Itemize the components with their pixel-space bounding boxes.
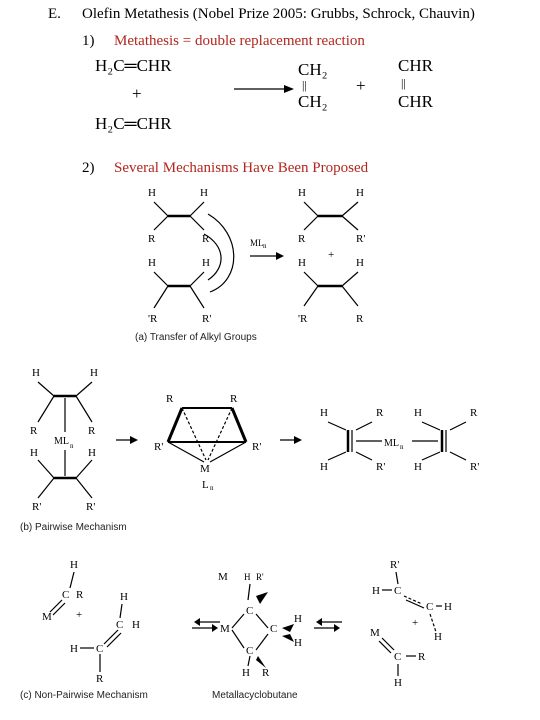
svg-text:+: + (412, 617, 419, 629)
svg-text:C: C (62, 589, 70, 601)
svg-text:+: + (328, 249, 335, 261)
svg-text:R: R (76, 589, 84, 601)
item1-number: 1) (82, 33, 95, 49)
svg-text:H: H (88, 447, 96, 459)
svg-text:H: H (434, 631, 442, 643)
svg-text:R: R (148, 233, 156, 245)
svg-text:H: H (320, 407, 328, 419)
svg-text:M: M (200, 463, 210, 475)
mechanism-a-diagram (130, 184, 380, 324)
svg-text:M: M (370, 627, 380, 639)
item2-text: Several Mechanisms Have Been Proposed (114, 160, 369, 176)
metallacyclobutane-caption: Metallacyclobutane (212, 690, 298, 701)
svg-text:R': R' (256, 572, 264, 582)
svg-text:C: C (394, 651, 402, 663)
section-letter: E. (48, 6, 61, 22)
svg-text:H: H (298, 257, 306, 269)
svg-text:R: R (262, 667, 270, 679)
svg-text:M: M (218, 571, 228, 583)
svg-text:H: H (242, 667, 250, 679)
svg-text:n: n (400, 443, 404, 451)
product-right-double-bond: || (401, 76, 406, 90)
reaction-arrow (232, 82, 296, 96)
mechanism-c-diagram (20, 556, 520, 696)
svg-text:R: R (96, 673, 104, 685)
mechanism-b-diagram (20, 364, 520, 520)
svg-text:C: C (270, 623, 278, 635)
mechanism-c-caption: (c) Non-Pairwise Mechanism (20, 690, 148, 701)
product-right-bottom: CHR (398, 92, 433, 111)
svg-text:H: H (148, 257, 156, 269)
svg-text:R': R' (252, 441, 262, 453)
product-left-bottom: CH₂ (298, 92, 328, 111)
svg-text:C: C (246, 605, 254, 617)
svg-text:R': R' (376, 461, 386, 473)
svg-text:H: H (200, 187, 208, 199)
svg-text:H: H (70, 643, 78, 655)
svg-text:H: H (294, 613, 302, 625)
svg-text:R': R' (32, 501, 42, 513)
svg-text:n: n (210, 484, 214, 492)
svg-text:R': R' (154, 441, 164, 453)
svg-text:R: R (230, 393, 238, 405)
svg-text:H: H (70, 559, 78, 571)
svg-text:C: C (426, 601, 434, 613)
svg-text:H: H (394, 677, 402, 689)
svg-text:H: H (298, 187, 306, 199)
svg-text:H: H (90, 367, 98, 379)
svg-text:ML: ML (250, 238, 264, 248)
svg-text:R: R (470, 407, 478, 419)
svg-text:H: H (148, 187, 156, 199)
svg-text:R: R (30, 425, 38, 437)
svg-text:R': R' (390, 559, 400, 571)
svg-text:H: H (202, 257, 210, 269)
svg-text:H: H (132, 619, 140, 631)
svg-text:M: M (42, 611, 52, 623)
plus-reactants: + (132, 84, 142, 103)
svg-text:R: R (88, 425, 96, 437)
svg-text:R: R (166, 393, 174, 405)
svg-text:ML: ML (384, 438, 399, 449)
mechanism-b-caption: (b) Pairwise Mechanism (20, 522, 127, 533)
svg-text:R: R (202, 233, 210, 245)
svg-text:H: H (320, 461, 328, 473)
svg-text:R': R' (356, 233, 366, 245)
product-left-top: CH₂ (298, 60, 328, 79)
svg-text:H: H (356, 257, 364, 269)
svg-text:H: H (32, 367, 40, 379)
svg-text:H: H (244, 572, 251, 582)
svg-text:ML: ML (54, 436, 69, 447)
item1-text: Metathesis = double replacement reaction (114, 33, 365, 49)
reactant-bottom: H₂C═CHR (95, 114, 172, 133)
svg-text:H: H (120, 591, 128, 603)
svg-text:R: R (418, 651, 426, 663)
svg-text:H: H (414, 461, 422, 473)
item2-number: 2) (82, 160, 95, 176)
svg-text:H: H (414, 407, 422, 419)
svg-text:n: n (263, 242, 267, 250)
svg-text:H: H (294, 637, 302, 649)
svg-text:n: n (70, 442, 74, 450)
product-right-top: CHR (398, 56, 433, 75)
svg-text:C: C (246, 645, 254, 657)
svg-text:H: H (356, 187, 364, 199)
svg-text:H: H (30, 447, 38, 459)
svg-text:L: L (202, 479, 209, 491)
svg-text:R': R' (470, 461, 480, 473)
svg-text:R: R (298, 233, 306, 245)
reactant-top: H₂C═CHR (95, 56, 172, 75)
svg-text:M: M (220, 623, 230, 635)
svg-text:R: R (376, 407, 384, 419)
svg-text:H: H (372, 585, 380, 597)
svg-text:C: C (96, 643, 104, 655)
svg-text:R': R' (202, 313, 212, 324)
svg-text:R': R' (86, 501, 96, 513)
product-left-double-bond: || (302, 78, 307, 92)
svg-text:C: C (394, 585, 402, 597)
svg-text:R: R (356, 313, 364, 324)
svg-text:C: C (116, 619, 124, 631)
svg-text:+: + (76, 609, 83, 621)
mechanism-a-caption: (a) Transfer of Alkyl Groups (135, 332, 257, 343)
svg-text:H: H (444, 601, 452, 613)
svg-text:'R: 'R (148, 313, 158, 324)
section-title: Olefin Metathesis (Nobel Prize 2005: Grubbs, Schrock, Chauvin) (82, 6, 475, 22)
plus-products: + (356, 76, 366, 95)
svg-text:'R: 'R (298, 313, 308, 324)
